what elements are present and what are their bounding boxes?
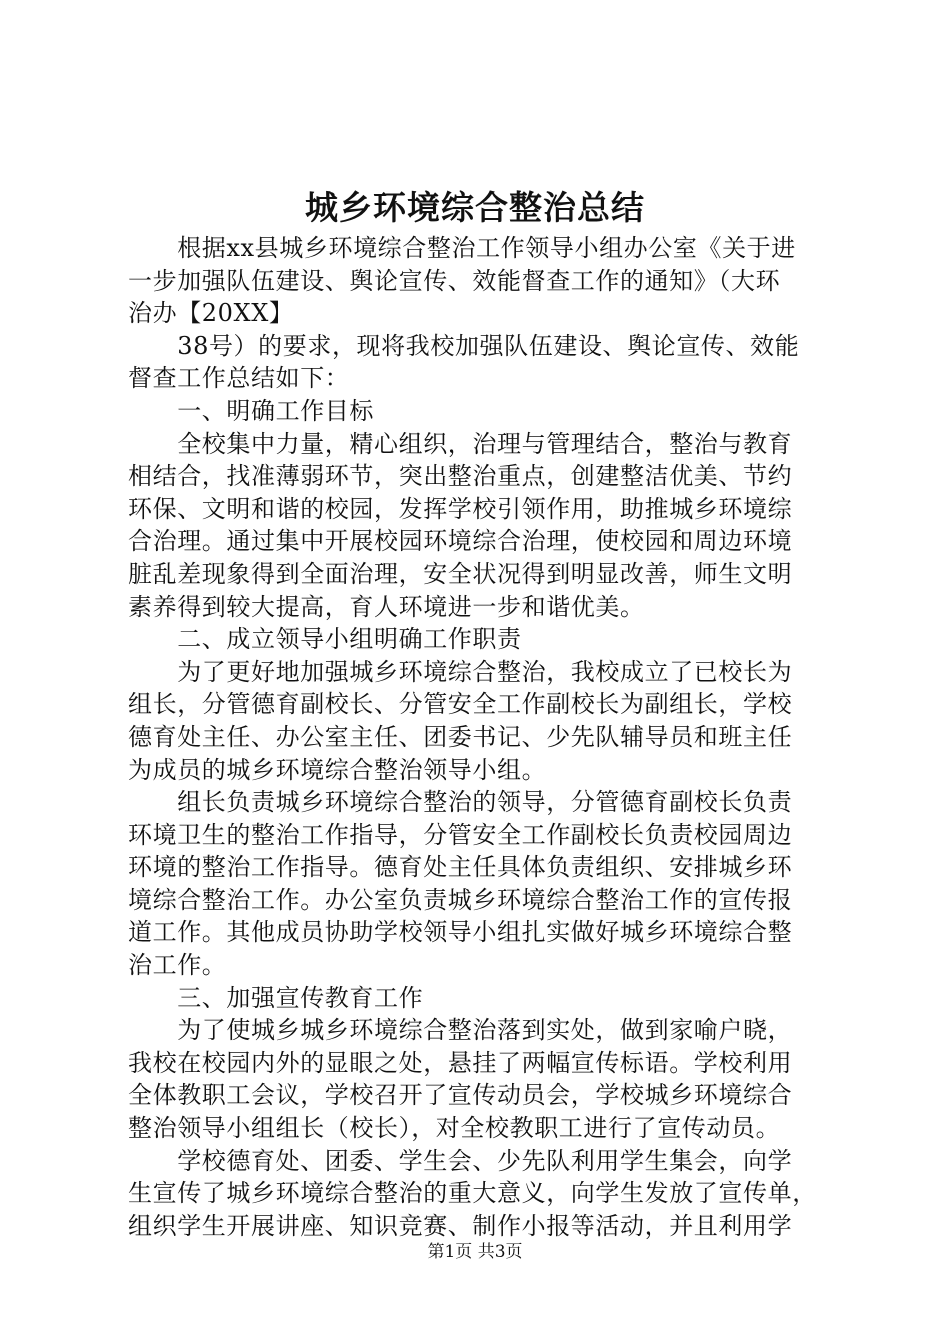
text-line: 治办【20XX】 (128, 299, 294, 328)
text-line: 根据xx县城乡环境综合整治工作领导小组办公室《关于进 (128, 234, 796, 262)
text-line: 组长，分管德育副校长、分管安全工作副校长为副组长，学校 (128, 690, 793, 719)
text-line: 全体教职工会议，学校召开了宣传动员会，学校城乡环境综合 (128, 1081, 793, 1110)
section-heading: 二、成立领导小组明确工作职责 (128, 625, 522, 654)
text-line: 生宣传了城乡环境综合整治的重大意义，向学生发放了宣传单， (128, 1179, 817, 1208)
text-line: 素养得到较大提高，育人环境进一步和谐优美。 (128, 592, 645, 621)
text-line: 38号）的要求，现将我校加强队伍建设、舆论宣传、效能 (128, 331, 800, 360)
section-heading: 一、明确工作目标 (128, 396, 374, 425)
text-line: 组长负责城乡环境综合整治的领导，分管德育副校长负责 (128, 788, 793, 817)
text-line: 相结合，找准薄弱环节，突出整治重点，创建整洁优美、节约 (128, 462, 793, 491)
document-title: 城乡环境综合整治总结 (305, 188, 645, 227)
text-line: 整治领导小组组长（校长），对全校教职工进行了宣传动员。 (128, 1114, 781, 1143)
text-line: 境综合整治工作。办公室负责城乡环境综合整治工作的宣传报 (128, 885, 793, 914)
text-line: 道工作。其他成员协助学校领导小组扎实做好城乡环境综合整 (128, 918, 793, 947)
text-line: 督查工作总结如下： (128, 364, 350, 393)
text-line: 一步加强队伍建设、舆论宣传、效能督查工作的通知》（大环 (128, 266, 781, 295)
text-line: 组织学生开展讲座、知识竞赛、制作小报等活动，并且利用学 (128, 1211, 793, 1240)
document-body (128, 232, 832, 1242)
text-line: 为成员的城乡环境综合整治领导小组。 (128, 755, 547, 784)
section-heading: 三、加强宣传教育工作 (128, 983, 424, 1012)
text-line: 我校在校园内外的显眼之处，悬挂了两幅宣传标语。学校利用 (128, 1048, 793, 1077)
text-line: 德育处主任、办公室主任、团委书记、少先队辅导员和班主任 (128, 722, 793, 751)
text-line: 合治理。通过集中开展校园环境综合治理，使校园和周边环境 (128, 527, 793, 556)
text-line: 治工作。 (128, 951, 227, 980)
text-line: 为了使城乡城乡环境综合整治落到实处，做到家喻户晓， (128, 1016, 793, 1045)
text-line: 为了更好地加强城乡环境综合整治，我校成立了已校长为 (128, 657, 793, 686)
text-line: 环境的整治工作指导。德育处主任具体负责组织、安排城乡环 (128, 853, 793, 882)
text-line: 学校德育处、团委、学生会、少先队利用学生集会，向学 (128, 1146, 793, 1175)
text-line: 环境卫生的整治工作指导，分管安全工作副校长负责校园周边 (128, 820, 793, 849)
text-line: 脏乱差现象得到全面治理，安全状况得到明显改善，师生文明 (128, 559, 793, 588)
text-line: 环保、文明和谐的校园，发挥学校引领作用，助推城乡环境综 (128, 494, 793, 523)
page-number: 第1页 共3页 (427, 1242, 523, 1262)
text-line: 全校集中力量，精心组织，治理与管理结合，整治与教育 (128, 429, 793, 458)
